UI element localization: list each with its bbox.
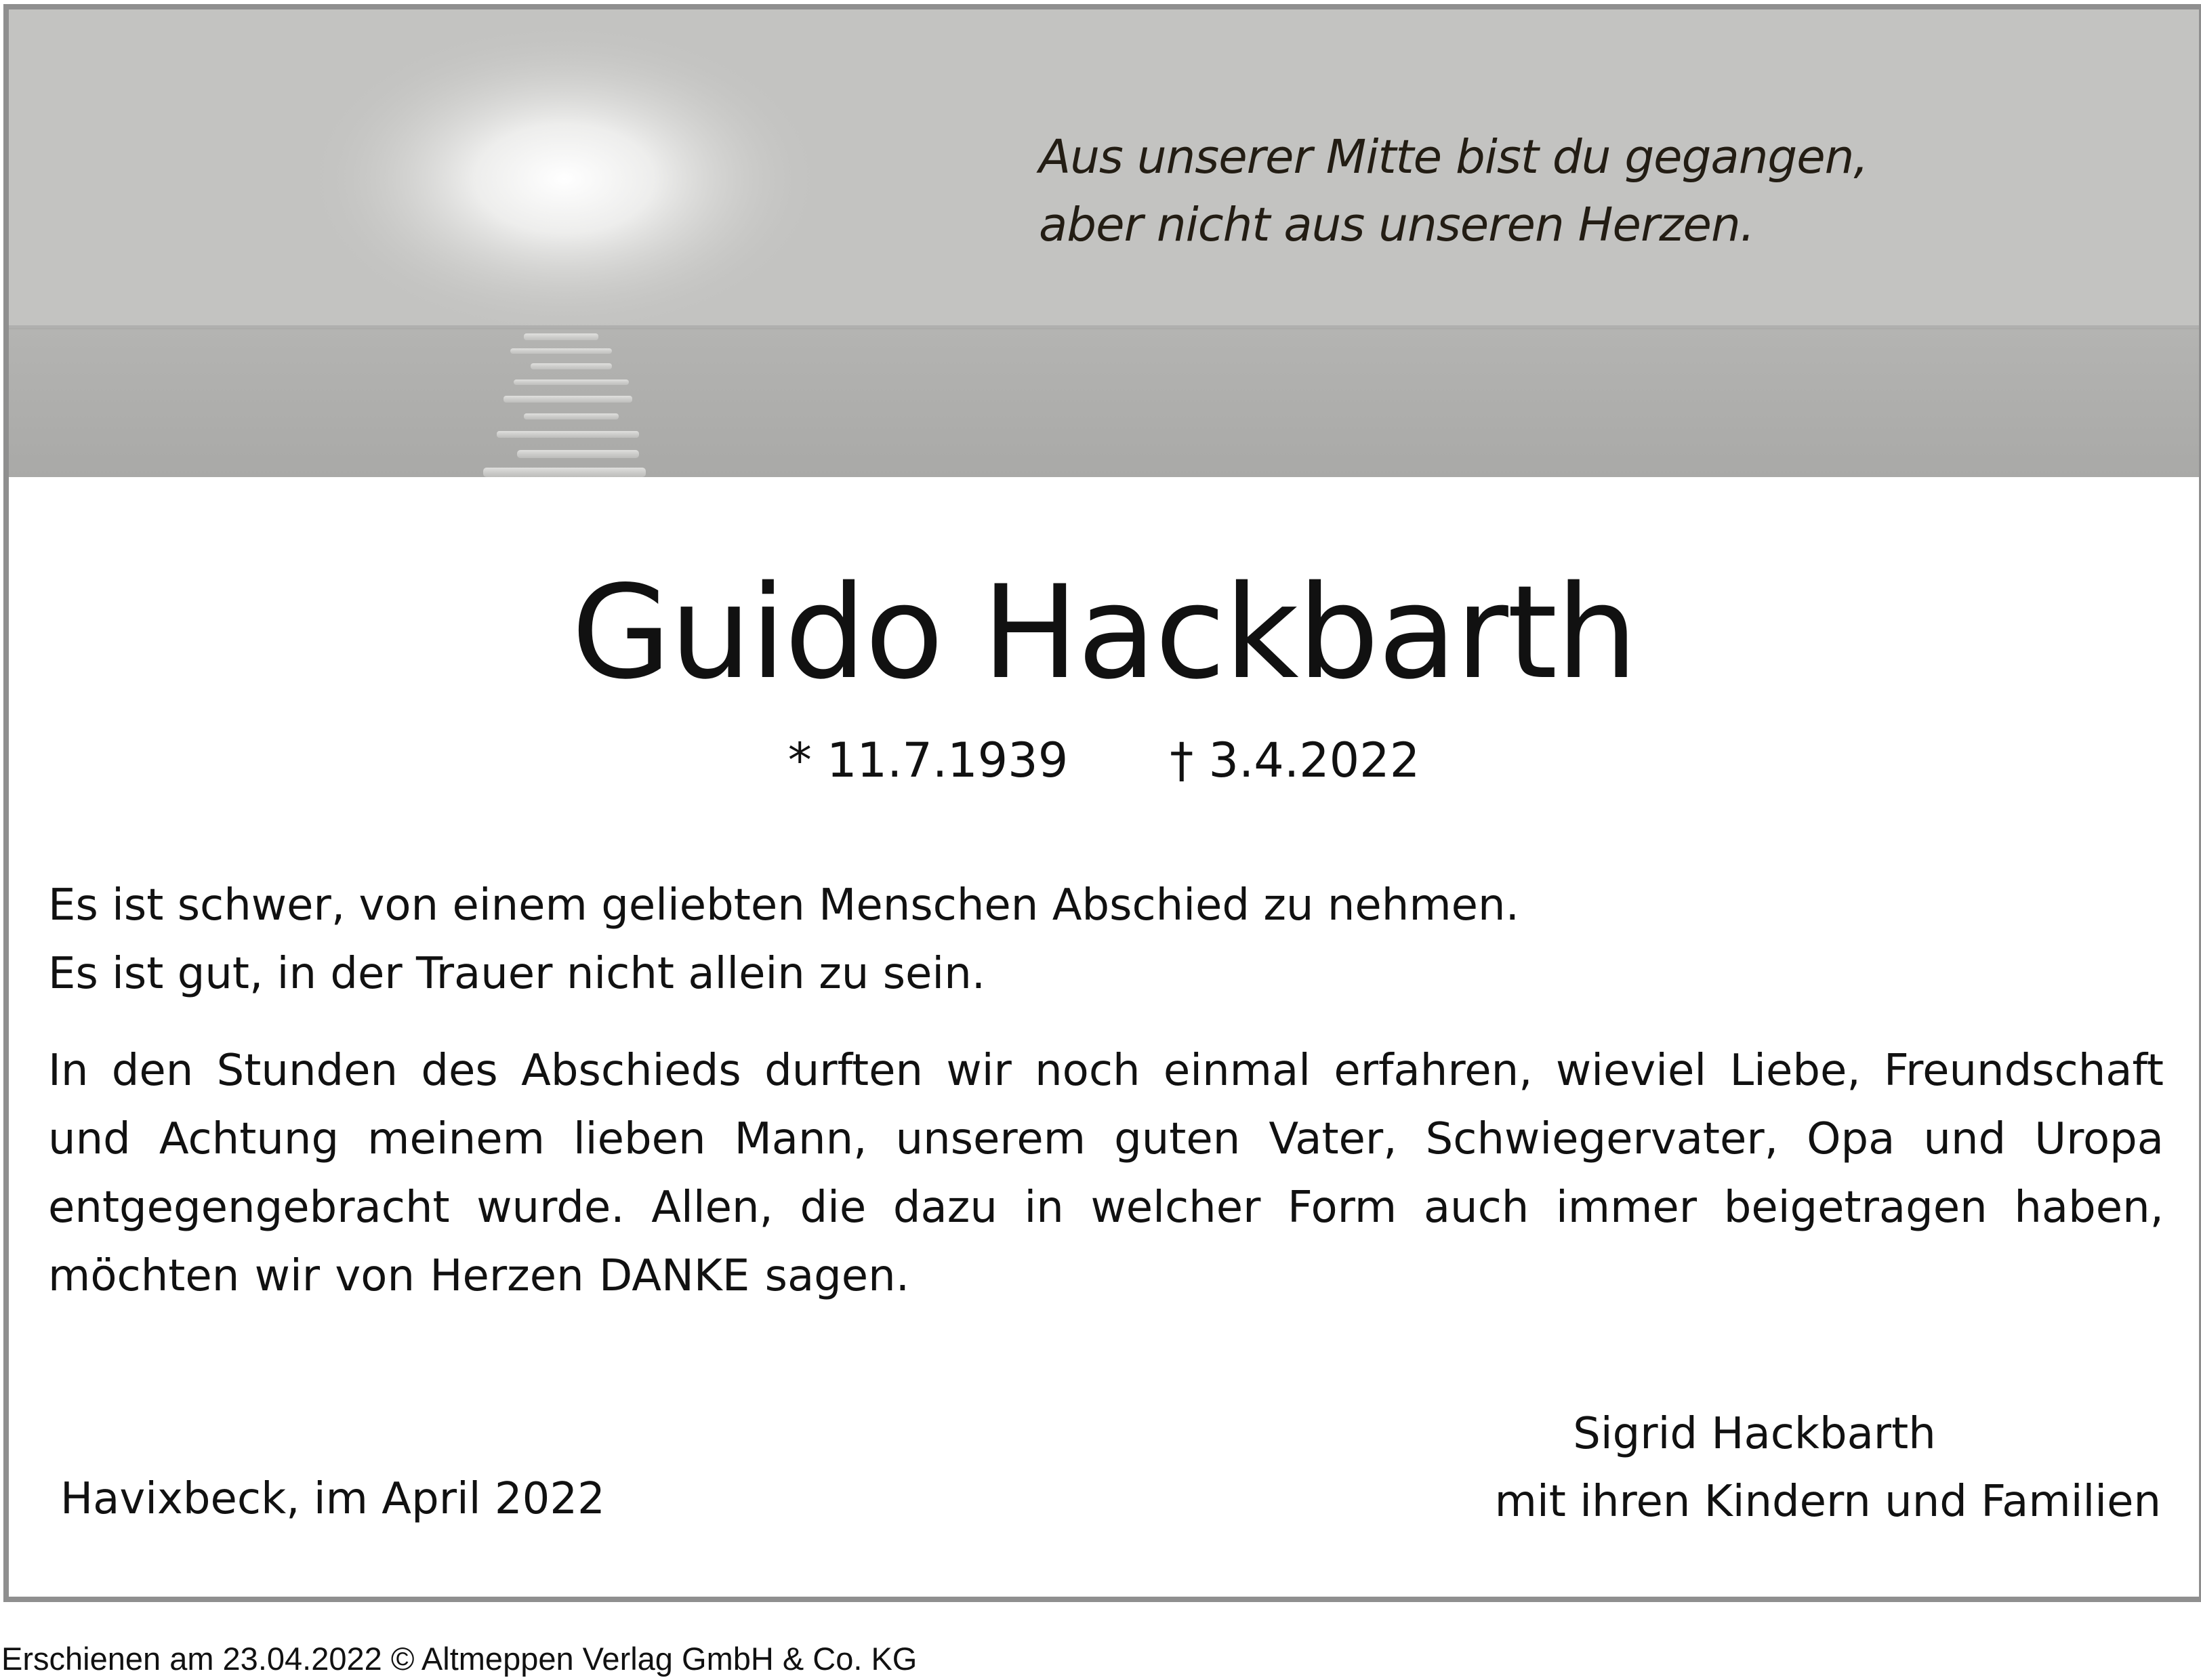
signature-name: Sigrid Hackbarth (1573, 1409, 1936, 1459)
intro-line-1: Es ist schwer, von einem geliebten Menschen Abschied zu nehmen. (48, 880, 1519, 930)
signature-block (1348, 1400, 2161, 1536)
memorial-quote (1039, 123, 2055, 259)
intro-text (48, 872, 2164, 1008)
sunset-sea-image (9, 9, 2199, 477)
quote-line-1: Aus unserer Mitte bist du gegangen, (1039, 130, 1868, 184)
intro-line-2: Es ist gut, in der Trauer nicht allein zu sein. (48, 949, 986, 999)
death-date: † 3.4.2022 (1170, 733, 1420, 788)
signature-family: mit ihren Kindern und Familien (1494, 1477, 2161, 1527)
publication-credit: Erschienen am 23.04.2022 © Altmeppen Verlag GmbH & Co. KG (1, 1641, 918, 1677)
place-date: Havixbeck, im April 2022 (60, 1474, 605, 1524)
quote-line-2: aber nicht aus unseren Herzen. (1039, 198, 1754, 252)
thanks-paragraph: In den Stunden des Abschieds durften wir noch einmal erfahren, wieviel Liebe, Freundschaft und Achtung meinem lieben Mann, unserem guten Vater, Schwiegervater, Opa und Uropa entgegengebracht wurde. Allen, die dazu in welcher Form auch immer beigetragen haben, möchten wir von Herzen DANKE sagen. (48, 1046, 2164, 1301)
obituary-notice (3, 4, 2201, 1602)
sun-icon (307, 23, 822, 335)
life-dates (9, 730, 2199, 791)
deceased-name: Guido Hackbarth (571, 558, 1637, 708)
birth-date: * 11.7.1939 (787, 733, 1069, 788)
